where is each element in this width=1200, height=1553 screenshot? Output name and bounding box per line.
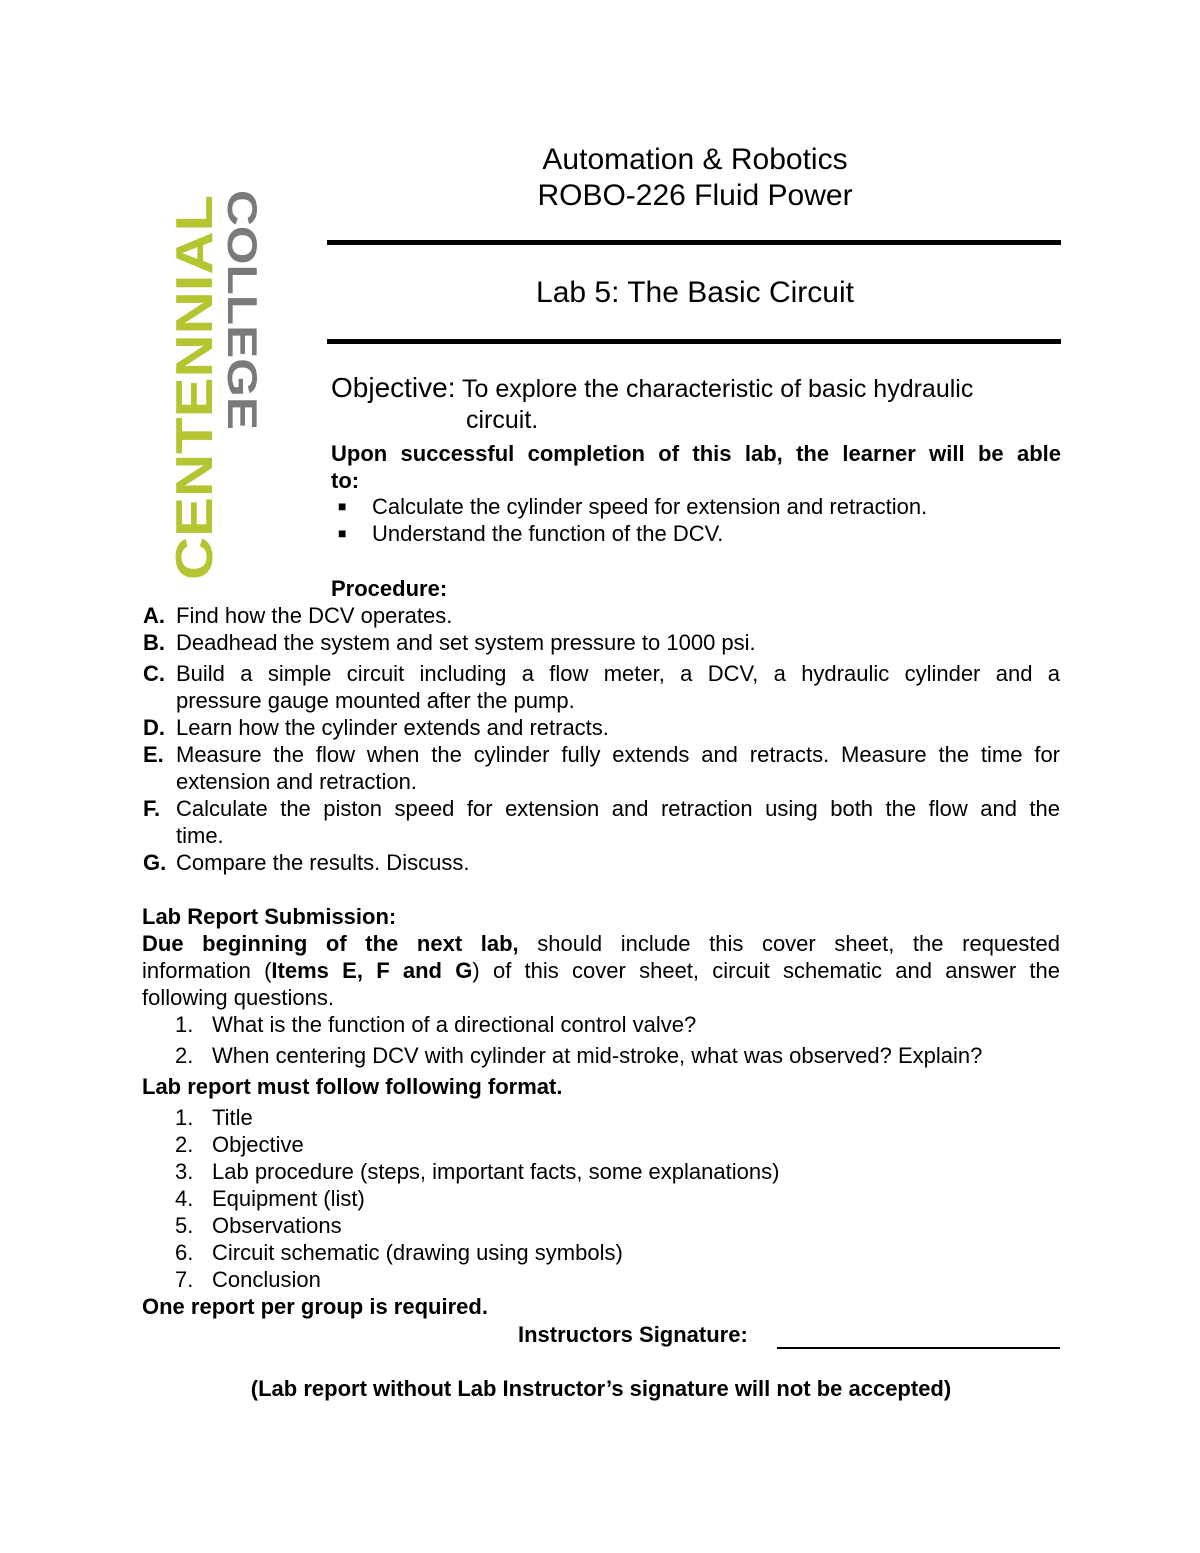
format-item: Lab procedure (steps, important facts, some explanations) [212, 1159, 780, 1184]
format-item: Equipment (list) [212, 1186, 365, 1211]
submission-due-rest: should include this cover sheet, the requested [518, 931, 1060, 956]
submission-line2-end: ) of this cover sheet, circuit schematic and answer the [472, 958, 1060, 983]
logo-text-college: COLLEGE [219, 190, 266, 394]
step-letter: A. [143, 603, 165, 628]
submission-items-line [142, 957, 1060, 984]
format-number: 3. [175, 1159, 194, 1184]
objective-text-cont: circuit. [466, 406, 539, 434]
signature-warning: (Lab report without Lab Instructor’s signature will not be accepted) [250, 1376, 952, 1401]
program-name: Automation & Robotics [542, 143, 848, 176]
step-text-cont: pressure gauge mounted after the pump. [176, 688, 575, 713]
format-item: Title [212, 1105, 253, 1130]
format-item: Objective [212, 1132, 304, 1157]
logo-text-centennial: CENTENNIAL [166, 244, 224, 580]
format-number: 6. [175, 1240, 194, 1265]
format-number: 7. [175, 1267, 194, 1292]
submission-due [142, 930, 1060, 957]
header-rule-top [327, 240, 1061, 245]
header-rule-bottom [327, 339, 1061, 344]
submission-due-bold: Due beginning of the next lab, [142, 931, 519, 956]
objective [331, 372, 1061, 405]
procedure-heading: Procedure: [331, 576, 448, 601]
submission-line3: following questions. [142, 985, 335, 1010]
question-text: When centering DCV with cylinder at mid-stroke, what was observed? Explain? [212, 1043, 983, 1068]
format-number: 2. [175, 1132, 194, 1157]
step-text: Deadhead the system and set system pressure to 1000 psi. [176, 630, 756, 655]
step-text: Find how the DCV operates. [176, 603, 453, 628]
step-letter: F. [143, 796, 161, 821]
step-text: Build a simple circuit including a flow meter, a DCV, a hydraulic cylinder and a [176, 661, 1060, 686]
step-letter: D. [143, 715, 165, 740]
step-letter: G. [143, 850, 167, 875]
outcome-item: Calculate the cylinder speed for extension and retraction. [372, 494, 928, 519]
submission-heading: Lab Report Submission: [142, 904, 397, 929]
submission-items-bold: Items E, F and G [271, 958, 473, 983]
format-number: 4. [175, 1186, 194, 1211]
question-number: 1. [175, 1012, 194, 1037]
signature-line[interactable] [777, 1347, 1060, 1349]
bullet-icon: ■ [338, 498, 347, 514]
outcomes-intro: Upon successful completion of this lab, the learner will be able [331, 441, 1061, 466]
format-item: Observations [212, 1213, 342, 1238]
format-item: Circuit schematic (drawing using symbols) [212, 1240, 623, 1265]
question-text: What is the function of a directional control valve? [212, 1012, 697, 1037]
format-item: Conclusion [212, 1267, 321, 1292]
format-number: 5. [175, 1213, 194, 1238]
submission-line2-start: information ( [142, 958, 272, 983]
bullet-icon: ■ [338, 525, 347, 541]
centennial-college-logo [150, 185, 290, 585]
objective-label: Objective: [331, 372, 456, 403]
step-text: Learn how the cylinder extends and retracts. [176, 715, 609, 740]
signature-label: Instructors Signature: [518, 1322, 748, 1347]
step-letter: C. [143, 661, 165, 686]
group-note: One report per group is required. [142, 1294, 488, 1319]
lab-title: Lab 5: The Basic Circuit [536, 276, 854, 309]
format-heading: Lab report must follow following format. [142, 1074, 563, 1099]
step-text: Compare the results. Discuss. [176, 850, 470, 875]
format-number: 1. [175, 1105, 194, 1130]
course-name: ROBO-226 Fluid Power [537, 179, 853, 212]
question-number: 2. [175, 1043, 194, 1068]
objective-text: To explore the characteristic of basic hydraulic [462, 375, 974, 403]
step-letter: B. [143, 630, 165, 655]
step-text: Measure the flow when the cylinder fully extends and retracts. Measure the time for [176, 742, 1060, 767]
outcome-item: Understand the function of the DCV. [372, 521, 724, 546]
step-text-cont: extension and retraction. [176, 769, 417, 794]
outcomes-intro-cont: to: [331, 468, 360, 493]
step-text: Calculate the piston speed for extension and retraction using both the flow and the [176, 796, 1060, 821]
step-text-cont: time. [176, 823, 224, 848]
step-letter: E. [143, 742, 164, 767]
